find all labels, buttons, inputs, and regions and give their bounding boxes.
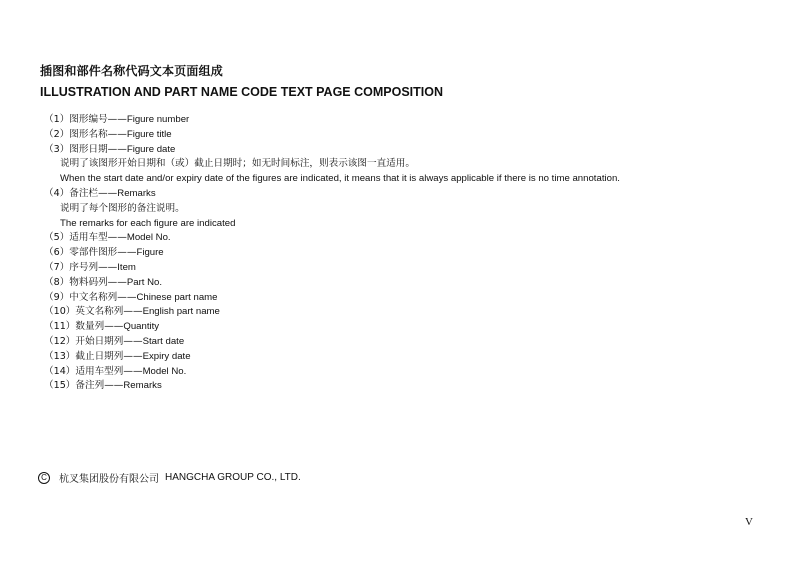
item-note-english-text: The remarks for each figure are indicated [60, 217, 236, 229]
page-title-english: ILLUSTRATION AND PART NAME CODE TEXT PAGE COMPOSITION [40, 85, 444, 99]
item-number: （3） [44, 143, 70, 155]
item-chinese-label: 零部件图形 [69, 247, 118, 259]
item-number: （8） [44, 276, 70, 288]
composition-list [44, 113, 764, 394]
list-item [44, 231, 764, 246]
item-english-label: English part name [142, 306, 220, 318]
list-item [44, 335, 764, 350]
item-chinese-label: 英文名称列 [75, 306, 124, 318]
item-chinese-label: 数量列 [75, 321, 105, 333]
item-english-label: Expiry date [142, 350, 191, 362]
copyright-footer [38, 470, 301, 485]
item-chinese-label: 备注栏 [69, 187, 99, 199]
item-dash: —— [104, 321, 124, 333]
item-dash: —— [117, 247, 137, 259]
item-dash: —— [123, 350, 143, 362]
list-item [44, 113, 764, 128]
item-number: （2） [44, 128, 70, 140]
item-chinese-label: 适用车型列 [75, 365, 124, 377]
item-chinese-label: 截止日期列 [75, 350, 124, 362]
item-number: （4） [44, 187, 70, 199]
item-dash: —— [98, 261, 118, 273]
list-item [44, 143, 764, 158]
item-chinese-label: 物料码列 [69, 276, 108, 288]
item-chinese-label: 序号列 [69, 261, 99, 273]
item-number: （12） [44, 335, 76, 347]
list-item [44, 291, 764, 306]
item-english-label: Quantity [123, 321, 160, 333]
item-dash: —— [123, 306, 143, 318]
item-english-label: Remarks [117, 187, 156, 199]
item-number: （5） [44, 232, 70, 244]
list-item [44, 261, 764, 276]
item-chinese-label: 图形编号 [69, 114, 108, 125]
item-english-label: Model No. [142, 365, 187, 377]
item-dash: —— [107, 276, 127, 288]
item-number: （13） [44, 350, 76, 362]
copyright-icon: C [38, 472, 50, 484]
item-note-chinese: 说明了该图形开始日期和（或）截止日期时；如无时间标注，则表示该图一直适用。 [60, 158, 415, 170]
list-item [44, 350, 764, 365]
list-item [44, 128, 764, 143]
list-item [44, 187, 764, 202]
item-number: （10） [44, 306, 76, 318]
item-note-english-text: When the start date and/or expiry date of the figures are indicated, it means that it is always applicable if there is no time annotation. [60, 173, 620, 185]
item-number: （11） [44, 321, 76, 333]
item-english-label: Chinese part name [136, 291, 218, 303]
item-english-label: Figure number [126, 114, 190, 125]
item-number: （14） [44, 365, 76, 377]
item-chinese-label: 图形名称 [69, 128, 108, 140]
item-english-label: Figure title [126, 128, 172, 140]
item-number: （1） [44, 114, 70, 125]
list-item [44, 276, 764, 291]
company-name-english: HANGCHA GROUP CO., LTD. [165, 472, 301, 483]
item-chinese-label: 开始日期列 [75, 335, 124, 347]
item-english-label: Figure date [126, 143, 176, 155]
list-item [44, 365, 764, 380]
item-chinese-label: 图形日期 [69, 143, 108, 155]
item-note-english [44, 172, 764, 187]
item-english-label: Figure [136, 247, 164, 259]
item-number: （7） [44, 261, 70, 273]
item-dash: —— [117, 291, 137, 303]
item-note-chinese: 说明了每个图形的备注说明。 [60, 202, 185, 214]
item-dash: —— [107, 143, 127, 155]
item-english-label: Start date [142, 335, 185, 347]
page-title-chinese: 插图和部件名称代码文本页面组成 [40, 64, 224, 78]
item-dash: —— [123, 365, 143, 377]
item-chinese-label: 适用车型 [69, 232, 108, 244]
item-number: （9） [44, 291, 70, 303]
item-chinese-label: 备注列 [75, 380, 105, 392]
item-english-label: Item [117, 261, 136, 273]
item-english-label: Remarks [123, 380, 162, 392]
item-dash: —— [107, 114, 127, 125]
item-dash: —— [123, 335, 143, 347]
item-english-label: Model No. [126, 232, 171, 244]
list-item [44, 379, 764, 394]
item-dash: —— [107, 128, 127, 140]
page-number: V [745, 516, 753, 528]
list-item [44, 320, 764, 335]
company-name-chinese: 杭叉集团股份有限公司 [59, 474, 159, 485]
list-item [44, 305, 764, 320]
item-english-label: Part No. [126, 276, 163, 288]
item-number: （15） [44, 380, 76, 392]
item-chinese-label: 中文名称列 [69, 291, 118, 303]
item-dash: —— [107, 232, 127, 244]
item-number: （6） [44, 247, 70, 259]
item-dash: —— [98, 187, 118, 199]
list-item [44, 246, 764, 261]
item-dash: —— [104, 380, 124, 392]
item-note-english [44, 217, 764, 232]
